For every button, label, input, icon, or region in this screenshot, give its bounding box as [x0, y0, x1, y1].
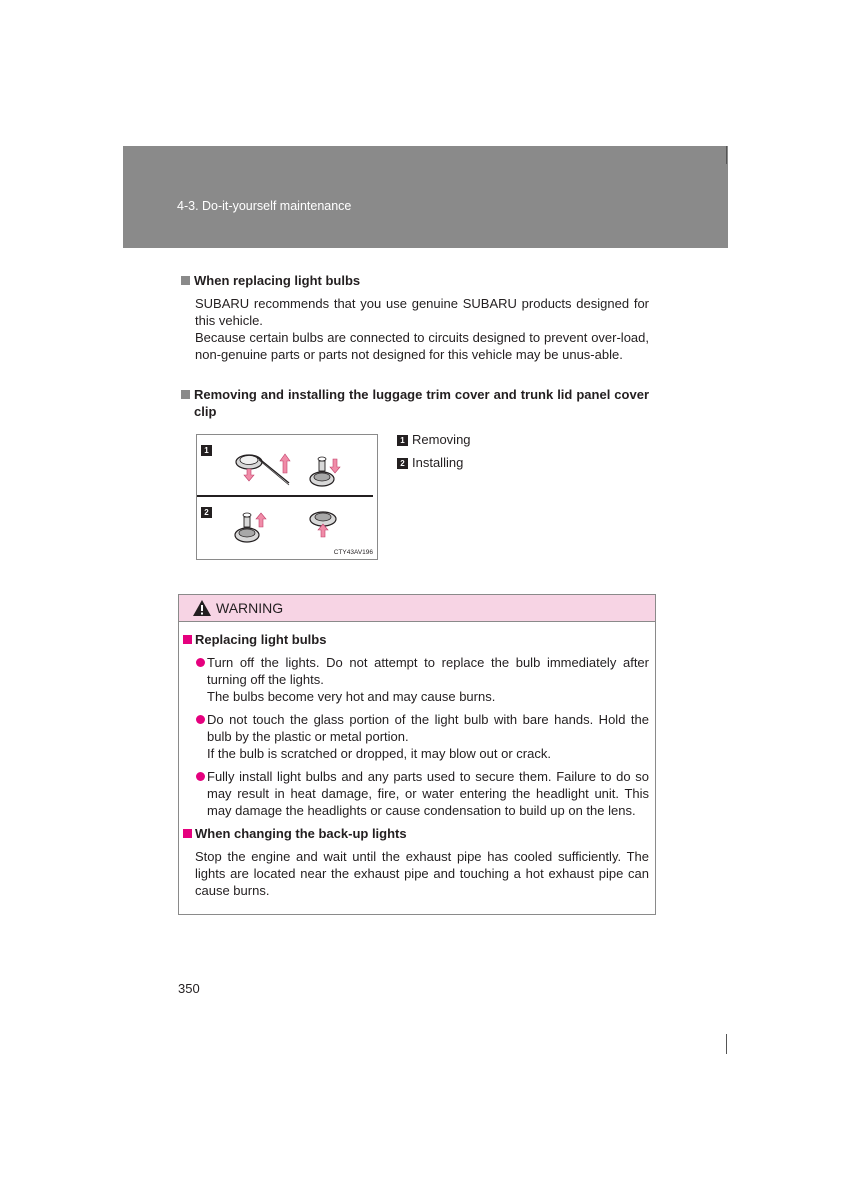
legend-item-installing	[397, 455, 463, 470]
warning-heading: Replacing light bulbs	[183, 631, 649, 648]
step-number: 2	[201, 507, 212, 518]
clip-illustration	[197, 435, 373, 545]
figure-code: CTY43AV196	[333, 549, 373, 556]
section-heading: Removing and installing the luggage trim cover and trunk lid panel cover clip	[181, 386, 649, 420]
paragraph: Because certain bulbs are connected to circuits designed to prevent over-load, non-genuine parts or parts not designed for this vehicle may be unus-able.	[195, 330, 649, 362]
paragraph: SUBARU recommends that you use genuine SUBARU products designed for this vehicle.	[195, 296, 649, 328]
legend-item-removing	[397, 432, 471, 447]
figure-divider	[197, 495, 373, 497]
square-bullet-icon	[183, 635, 192, 644]
round-bullet-icon	[196, 772, 205, 781]
warning-box	[178, 594, 656, 915]
square-bullet-icon	[181, 390, 190, 399]
warning-title-bar	[179, 595, 655, 622]
header-band	[123, 146, 728, 248]
warning-bullet: Do not touch the glass portion of the light bulb with bare hands. Hold the bulb by the plastic or metal portion. If the bulb is scratched or dropped, it may blow out or crack.	[183, 711, 649, 762]
clip-figure	[196, 434, 378, 560]
warning-bullet: Turn off the lights. Do not attempt to replace the bulb immediately after turning off the lights. The bulbs become very hot and may cause burns.	[183, 654, 649, 705]
crop-mark	[726, 146, 727, 164]
warning-heading: When changing the back-up lights	[183, 825, 649, 842]
page-number: 350	[178, 981, 200, 996]
section-heading: When replacing light bulbs	[181, 272, 649, 289]
step-number: 1	[201, 445, 212, 456]
warning-section-backup	[183, 825, 649, 899]
warning-section-bulbs	[183, 631, 649, 819]
round-bullet-icon	[196, 715, 205, 724]
square-bullet-icon	[181, 276, 190, 285]
legend-number: 1	[397, 435, 408, 446]
section-trim-cover	[181, 386, 649, 420]
warning-title: WARNING	[216, 600, 284, 616]
legend-label: Removing	[412, 432, 471, 447]
legend-label: Installing	[412, 455, 464, 470]
section-title: 4-3. Do-it-yourself maintenance	[177, 199, 352, 213]
round-bullet-icon	[196, 658, 205, 667]
crop-mark	[726, 1034, 727, 1054]
square-bullet-icon	[183, 829, 192, 838]
section-replacing-bulbs	[181, 272, 649, 363]
legend-number: 2	[397, 458, 408, 469]
warning-triangle-icon	[192, 599, 212, 617]
warning-paragraph: Stop the engine and wait until the exhaust pipe has cooled sufficiently. The lights are located near the exhaust pipe and touching a hot exhaust pipe can cause burns.	[195, 849, 649, 898]
warning-bullet: Fully install light bulbs and any parts used to secure them. Failure to do so may result in heat damage, fire, or water entering the headlight unit. This may damage the headlights or cause condensation to build up on the lens.	[183, 768, 649, 819]
